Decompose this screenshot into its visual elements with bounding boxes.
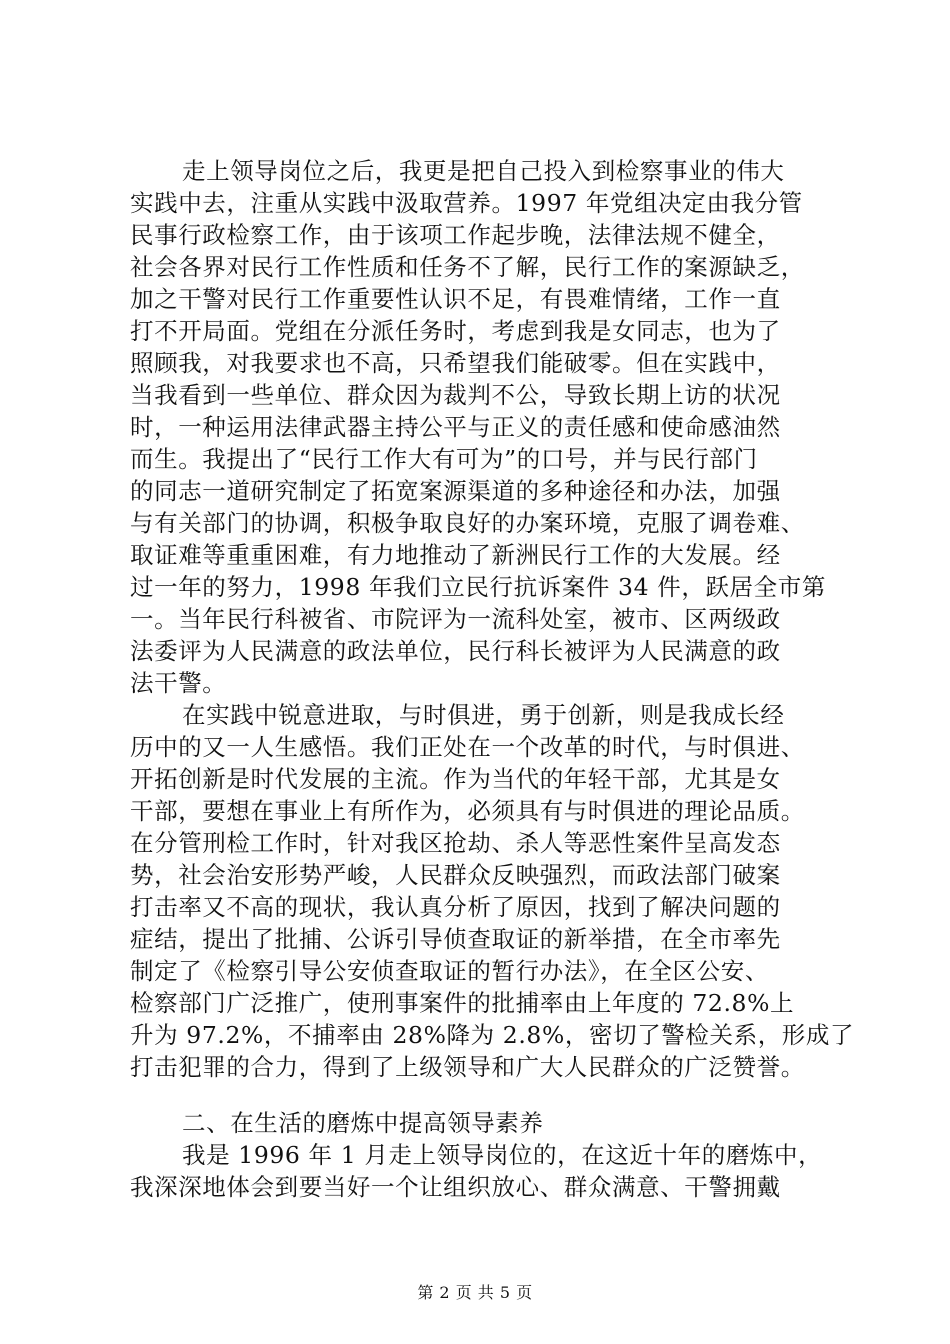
paragraph-3 <box>130 1139 850 1203</box>
text-line: 的同志一道研究制定了拓宽案源渠道的多种途径和办法，加强 <box>130 477 781 505</box>
text-line: 加之干警对民行工作重要性认识不足，有畏难情绪，工作一直 <box>130 285 781 313</box>
text-line: 在实践中锐意进取，与时俱进，勇于创新，则是我成长经 <box>182 701 785 729</box>
paragraph-1 <box>130 155 850 699</box>
text-line: 法干警。 <box>130 669 227 697</box>
text-line: 照顾我，对我要求也不高，只希望我们能破零。但在实践中， <box>130 349 781 377</box>
text-line: 当我看到一些单位、群众因为裁判不公，导致长期上访的状况 <box>130 381 781 409</box>
text-line: 我是 1996 年 1 月走上领导岗位的，在这近十年的磨炼中， <box>182 1141 823 1169</box>
text-line: 开拓创新是时代发展的主流。作为当代的年轻干部，尤其是女 <box>130 765 781 793</box>
text-line: 社会各界对民行工作性质和任务不了解，民行工作的案源缺乏， <box>130 253 805 281</box>
text-line: 与有关部门的协调，积极争取良好的办案环境，克服了调卷难、 <box>130 509 805 537</box>
text-line: 过一年的努力，1998 年我们立民行抗诉案件 34 件，跃居全市第 <box>130 573 826 601</box>
text-line: 检察部门广泛推广，使刑事案件的批捕率由上年度的 72.8%上 <box>130 989 795 1017</box>
text-line: 取证难等重重困难，有力地推动了新洲民行工作的大发展。经 <box>130 541 781 569</box>
text-line: 时，一种运用法律武器主持公平与正义的责任感和使命感油然 <box>130 413 781 441</box>
page-number-footer: 第 2 页 共 5 页 <box>417 1283 533 1302</box>
text-line: 民事行政检察工作，由于该项工作起步晚，法律法规不健全， <box>130 221 781 249</box>
text-line: 症结，提出了批捕、公诉引导侦查取证的新举措，在全市率先 <box>130 925 781 953</box>
text-line: 历中的又一人生感悟。我们正处在一个改革的时代，与时俱进、 <box>130 733 805 761</box>
text-line: 升为 97.2%，不捕率由 28%降为 2.8%，密切了警检关系，形成了 <box>130 1021 855 1049</box>
text-line: 势，社会治安形势严峻，人民群众反映强烈，而政法部门破案 <box>130 861 781 889</box>
text-line: 打不开局面。党组在分派任务时，考虑到我是女同志，也为了 <box>130 317 781 345</box>
paragraph-2 <box>130 699 855 1083</box>
text-line: 法委评为人民满意的政法单位，民行科长被评为人民满意的政 <box>130 637 781 665</box>
text-line: 我深深地体会到要当好一个让组织放心、群众满意、干警拥戴 <box>130 1173 781 1201</box>
text-line: 打击率又不高的现状，我认真分析了原因，找到了解决问题的 <box>130 893 781 921</box>
text-line: 而生。我提出了“民行工作大有可为”的口号，并与民行部门 <box>130 445 758 473</box>
text-line: 一。当年民行科被省、市院评为一流科处室，被市、区两级政 <box>130 605 781 633</box>
section-gap <box>130 1083 850 1107</box>
text-line: 实践中去，注重从实践中汲取营养。1997 年党组决定由我分管 <box>130 189 803 217</box>
text-line: 打击犯罪的合力，得到了上级领导和广大人民群众的广泛赞誉。 <box>130 1053 805 1081</box>
text-line: 干部，要想在事业上有所作为，必须具有与时俱进的理论品质。 <box>130 797 805 825</box>
section-heading: 二、在生活的磨炼中提高领导素养 <box>182 1109 544 1137</box>
document-body <box>130 155 855 1203</box>
text-line: 走上领导岗位之后，我更是把自己投入到检察事业的伟大 <box>182 157 785 185</box>
text-line: 在分管刑检工作时，针对我区抢劫、杀人等恶性案件呈高发态 <box>130 829 781 857</box>
text-line: 制定了《检察引导公安侦查取证的暂行办法》，在全区公安、 <box>130 957 769 985</box>
